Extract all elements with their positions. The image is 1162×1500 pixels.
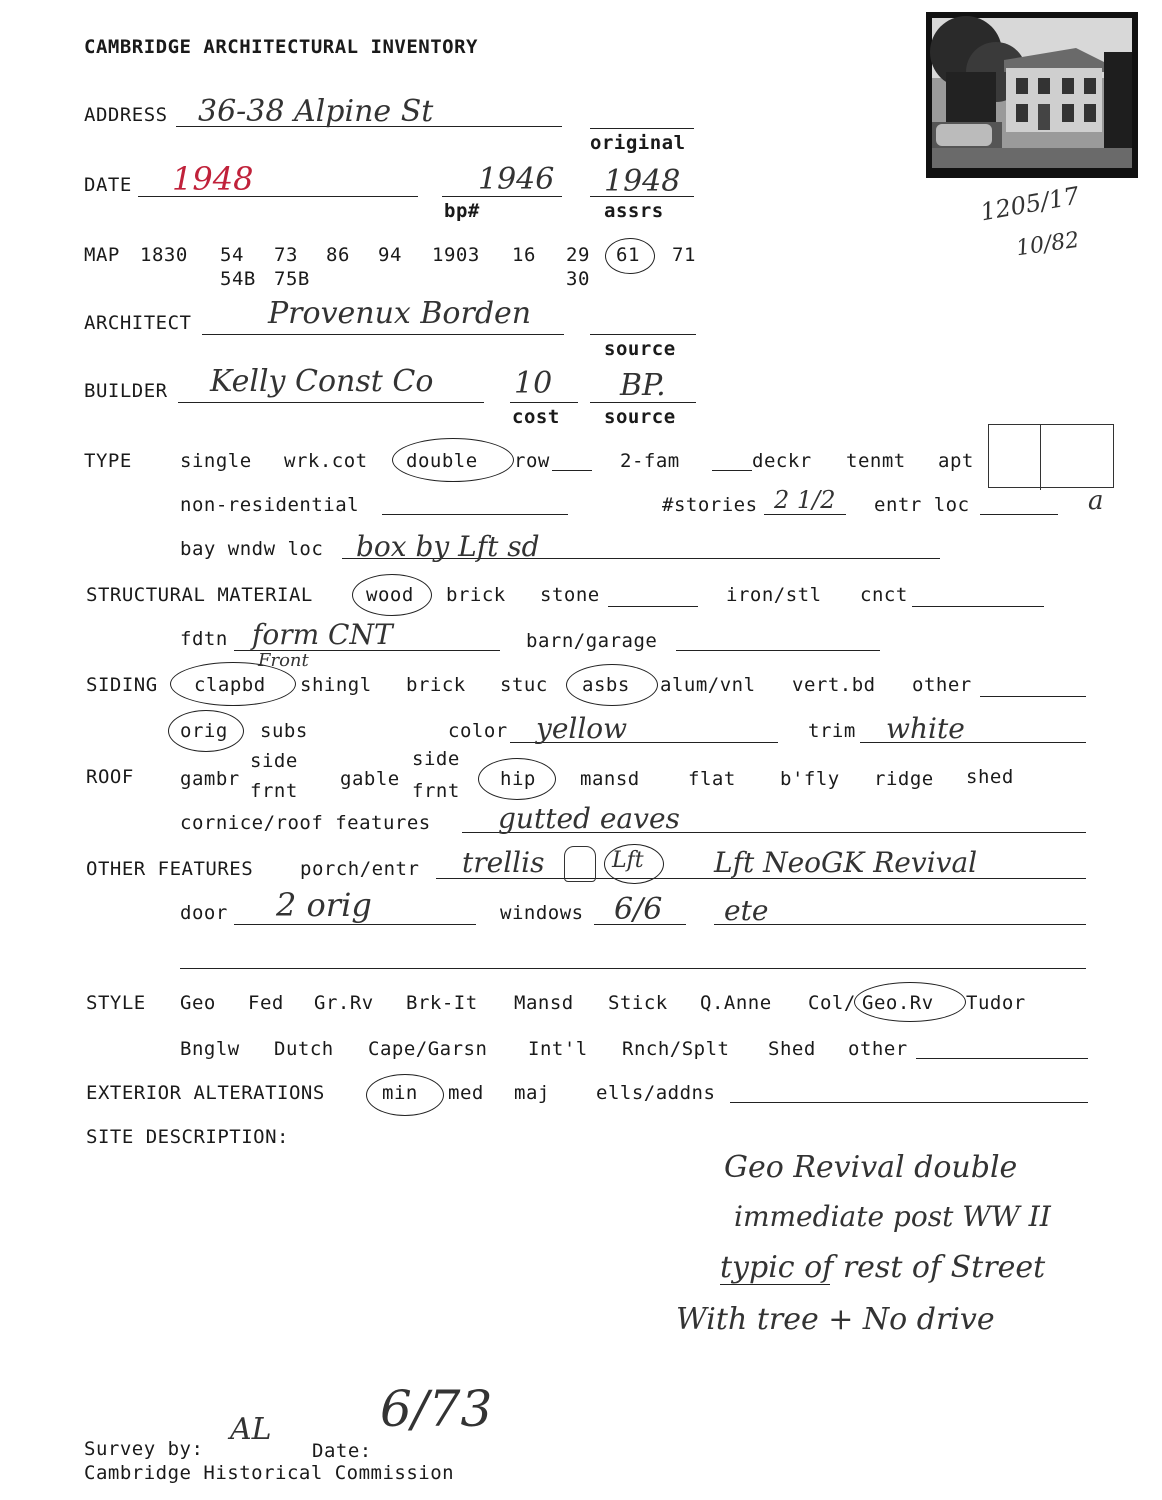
map-year: 1903 [432, 244, 480, 266]
map-year-row2: 30 [566, 268, 590, 290]
structural-option-circled: wood [366, 584, 414, 606]
door-line [234, 924, 476, 925]
map-year-circled: 61 [616, 244, 640, 266]
address-value: 36-38 Alpine St [198, 94, 434, 129]
entr-line [980, 514, 1058, 515]
windows-value-2: ete [724, 894, 769, 927]
roof-circle [478, 758, 556, 800]
alterations-option: ells/addns [596, 1082, 716, 1104]
house-photo [926, 12, 1138, 178]
style-option: Mansd [514, 992, 574, 1014]
siding-annotation: Front [258, 650, 309, 671]
style-option: other [848, 1038, 908, 1060]
orig-circle [168, 710, 244, 752]
bp-value: 1946 [478, 162, 555, 197]
map-label: MAP [84, 244, 120, 266]
cost-label: cost [512, 406, 560, 428]
roof-side-1: side [250, 750, 298, 772]
trim-label: trim [808, 720, 856, 742]
fdtn-label: fdtn [180, 628, 228, 650]
siding-option-circled: clapbd [194, 674, 266, 696]
site-note-underline [720, 1284, 830, 1285]
bp-label: bp# [444, 200, 480, 222]
roof-option: flat [688, 768, 736, 790]
structural-option: iron/stl [726, 584, 822, 606]
porch-value-3: Lft NeoGK Revival [714, 846, 978, 879]
structural-option: cnct [860, 584, 908, 606]
style-option: Gr.Rv [314, 992, 374, 1014]
bay-label: bay wndw loc [180, 538, 324, 560]
entr-note: a [1088, 486, 1104, 516]
assrs-label: assrs [604, 200, 664, 222]
style-option: Dutch [274, 1038, 334, 1060]
siding-other-line [980, 696, 1086, 697]
roof-gable: gable [340, 768, 400, 790]
type-option: wrk.cot [284, 450, 368, 472]
architect-source-line [590, 334, 696, 335]
architect-value: Provenux Borden [268, 296, 532, 331]
map-year-row2: 54B [220, 268, 256, 290]
type-option-circled: double [406, 450, 478, 472]
color-value: yellow [536, 712, 628, 745]
map-year: 29 [566, 244, 590, 266]
structural-option: stone [540, 584, 600, 606]
survey-by-value: AL [230, 1412, 272, 1447]
roof-frnt-2: frnt [412, 780, 460, 802]
style-option: Geo [180, 992, 216, 1014]
windows-label: windows [500, 902, 584, 924]
style-option: Stick [608, 992, 668, 1014]
type-circle [392, 438, 514, 482]
siding-option: shingl [300, 674, 372, 696]
roof-frnt-1: frnt [250, 780, 298, 802]
ells-line [730, 1102, 1088, 1103]
architect-source-label: source [604, 338, 676, 360]
site-note: immediate post WW II [734, 1200, 1051, 1233]
survey-by-label: Survey by: [84, 1438, 204, 1460]
cost-line [510, 402, 578, 403]
type-option: deckr [752, 450, 812, 472]
cornice-value: gutted eaves [498, 802, 680, 835]
windows-value: 6/6 [614, 892, 663, 927]
site-note: With tree + No drive [676, 1302, 995, 1337]
map-year-row2: 75B [274, 268, 310, 290]
builder-label: BUILDER [84, 380, 168, 402]
style-option: Q.Anne [700, 992, 772, 1014]
porch-sketch [564, 846, 596, 882]
style-option-circled: Geo.Rv [862, 992, 934, 1014]
stories-label: #stories [662, 494, 758, 516]
siding-option-circled: asbs [582, 674, 630, 696]
alterations-label: EXTERIOR ALTERATIONS [86, 1082, 325, 1104]
roof-gambr: gambr [180, 768, 240, 790]
map-year: 94 [378, 244, 402, 266]
alterations-option-circled: min [382, 1082, 418, 1104]
site-note: typic of rest of Street [720, 1250, 1046, 1285]
original-label: original [590, 132, 686, 154]
survey-date-value: 6/73 [380, 1380, 493, 1438]
structural-label: STRUCTURAL MATERIAL [86, 584, 313, 606]
siding-option: stuc [500, 674, 548, 696]
site-label: SITE DESCRIPTION: [86, 1126, 289, 1148]
siding-circle-1 [170, 662, 296, 706]
roof-option: ridge [874, 768, 934, 790]
style-other-line [916, 1058, 1088, 1059]
windows-line-2 [714, 924, 1086, 925]
style-option: Fed [248, 992, 284, 1014]
map-year: 16 [512, 244, 536, 266]
door-label: door [180, 902, 228, 924]
roof-option-circled: hip [500, 768, 536, 790]
date-value: 1948 [172, 160, 254, 198]
map-year: 73 [274, 244, 298, 266]
subs-label: subs [260, 720, 308, 742]
site-note: Geo Revival double [724, 1150, 1018, 1185]
bay-value: box by Lft sd [356, 530, 540, 563]
orig-label: orig [180, 720, 228, 742]
type-option: row [514, 450, 550, 472]
alterations-option: med [448, 1082, 484, 1104]
style-option: Bnglw [180, 1038, 240, 1060]
commission-name: Cambridge Historical Commission [84, 1462, 455, 1484]
roof-option: mansd [580, 768, 640, 790]
color-label: color [448, 720, 508, 742]
style-circle [854, 982, 966, 1022]
structural-circle [352, 574, 432, 616]
style-label: STYLE [86, 992, 146, 1014]
other-features-label: OTHER FEATURES [86, 858, 254, 880]
siding-option: other [912, 674, 972, 696]
map-year: 1830 [140, 244, 188, 266]
architect-label: ARCHITECT [84, 312, 192, 334]
style-option: Shed [768, 1038, 816, 1060]
door-value: 2 orig [276, 886, 372, 924]
cnct-line [912, 606, 1044, 607]
roof-option: shed [966, 766, 1014, 788]
roof-side-2: side [412, 748, 460, 770]
map-year: 54 [220, 244, 244, 266]
fdtn-value: form CNT [252, 618, 393, 651]
porch-value: trellis [462, 846, 545, 879]
alterations-circle [366, 1074, 444, 1116]
roof-label: ROOF [86, 766, 134, 788]
siding-option: brick [406, 674, 466, 696]
barn-label: barn/garage [526, 630, 658, 652]
nonres-label: non-residential [180, 494, 360, 516]
style-option: Cape/Garsn [368, 1038, 488, 1060]
type-option: single [180, 450, 252, 472]
stone-line [608, 606, 698, 607]
entr-label: entr loc [874, 494, 970, 516]
side-note-2: 10/82 [1014, 227, 1081, 262]
address-label: ADDRESS [84, 104, 168, 126]
roof-option: b'fly [780, 768, 840, 790]
siding-option: alum/vnl [660, 674, 756, 696]
builder-value: Kelly Const Co [210, 364, 434, 399]
porch-label: porch/entr [300, 858, 420, 880]
builder-line [178, 402, 484, 403]
builder-source-label: source [604, 406, 676, 428]
barn-line [676, 650, 880, 651]
style-option: Col/ [808, 992, 856, 1014]
map-year: 86 [326, 244, 350, 266]
style-option: Tudor [966, 992, 1026, 1014]
cost-value: 10 [514, 366, 553, 401]
type-label: TYPE [84, 450, 132, 472]
footprint-divider [1040, 424, 1041, 490]
alterations-option: maj [514, 1082, 550, 1104]
siding-label: SIDING [86, 674, 158, 696]
nonres-line [382, 514, 568, 515]
map-circle [605, 238, 655, 274]
structural-option: brick [446, 584, 506, 606]
type-option: apt [938, 450, 974, 472]
footprint-sketch [988, 424, 1114, 488]
survey-date-label: Date: [312, 1440, 372, 1462]
assrs-value: 1948 [604, 164, 681, 199]
builder-source-value: BP. [620, 368, 666, 403]
stories-value: 2 1/2 [774, 486, 836, 514]
side-note-1: 1205/17 [978, 181, 1082, 227]
deckr-line [712, 470, 752, 471]
siding-circle-2 [566, 664, 658, 706]
style-option: Int'l [528, 1038, 588, 1060]
type-option: 2-fam [620, 450, 680, 472]
cornice-label: cornice/roof features [180, 812, 431, 834]
siding-option: vert.bd [792, 674, 876, 696]
porch-value-2: Lft [612, 848, 644, 873]
extra-line [180, 968, 1086, 969]
type-option: tenmt [846, 450, 906, 472]
style-option: Brk-It [406, 992, 478, 1014]
trim-value: white [886, 712, 965, 745]
date-label-text: DATE [84, 174, 132, 196]
form-title: CAMBRIDGE ARCHITECTURAL INVENTORY [84, 36, 478, 58]
original-line [590, 128, 694, 129]
map-year: 71 [672, 244, 696, 266]
style-option: Rnch/Splt [622, 1038, 730, 1060]
architect-line [202, 334, 564, 335]
stories-line [764, 514, 846, 515]
row-line [552, 470, 592, 471]
